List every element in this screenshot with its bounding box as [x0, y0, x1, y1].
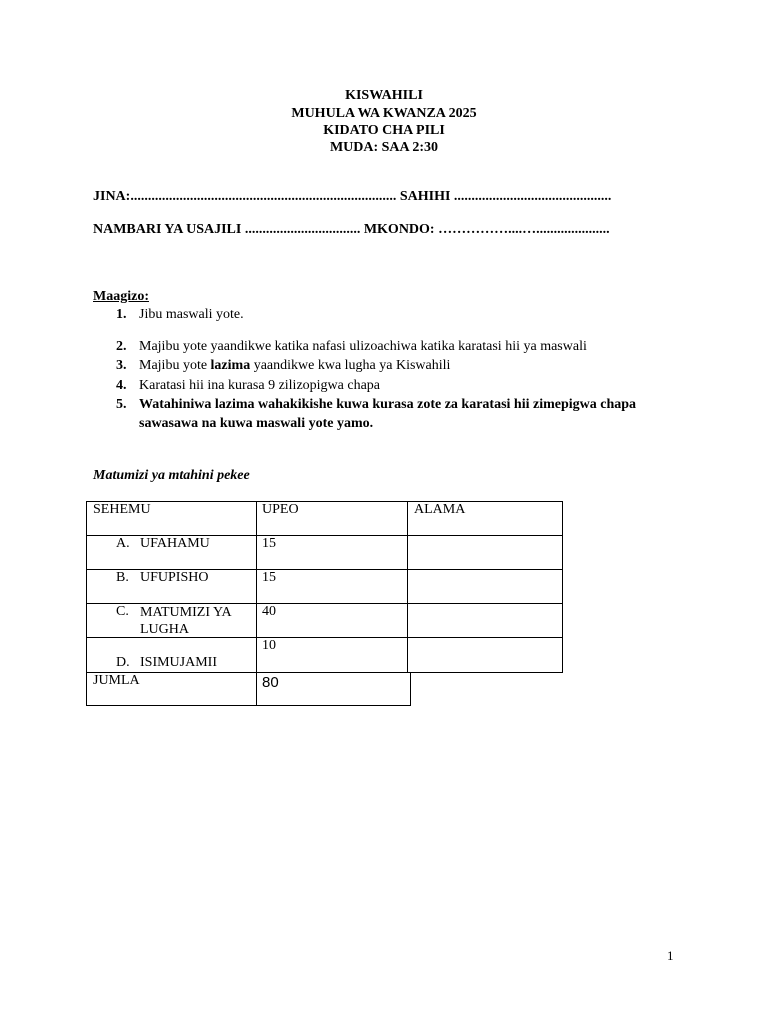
- row-max: 15: [262, 570, 276, 585]
- form-title: KIDATO CHA PILI: [323, 123, 445, 138]
- instruction-text-post: yaandikwe kwa lugha ya Kiswahili: [250, 358, 451, 373]
- row-section: UFUPISHO: [140, 570, 209, 585]
- table-header-cell: [256, 501, 408, 536]
- marks-cell: [407, 603, 563, 638]
- row-max: 10: [262, 638, 276, 653]
- instruction-text: Watahiniwa lazima wahakikishe kuwa kurasa zote za karatasi hii zimepigwa chapa sawasawa na kuwa maswali yote yamo.: [139, 397, 637, 431]
- max-cell: [256, 603, 408, 638]
- total-label: JUMLA: [93, 673, 140, 688]
- instruction-text: [139, 356, 659, 375]
- instruction-number: 2.: [116, 339, 127, 354]
- instruction-text: Majibu yote yaandikwe katika nafasi ulizoachiwa katika karatasi hii ya maswali: [139, 339, 587, 354]
- header-marks: ALAMA: [414, 502, 466, 517]
- instruction-number: 3.: [116, 358, 127, 373]
- row-letter: A.: [116, 536, 130, 551]
- row-letter: B.: [116, 570, 129, 585]
- table-caption: Matumizi ya mtahini pekee: [93, 468, 250, 483]
- row-section: UFAHAMU: [140, 536, 210, 551]
- row-section: MATUMIZI YA LUGHA: [140, 605, 231, 637]
- total-label-cell: [86, 672, 257, 706]
- table-row: [86, 569, 257, 604]
- instruction-number: 4.: [116, 378, 127, 393]
- max-cell: [256, 637, 408, 673]
- header-max: UPEO: [262, 502, 299, 517]
- marks-cell: [407, 535, 563, 570]
- header-section: SEHEMU: [93, 502, 151, 517]
- registration-stream-line: NAMBARI YA USAJILI ................................. MKONDO: ……………....….....................: [93, 222, 610, 237]
- table-header-cell: [86, 501, 257, 536]
- subject-title: KISWAHILI: [345, 88, 423, 103]
- page-number: 1: [667, 948, 674, 963]
- total-value-cell: [256, 672, 411, 706]
- term-title: MUHULA WA KWANZA 2025: [291, 106, 477, 121]
- row-section: ISIMUJAMII: [140, 655, 217, 670]
- row-max: 40: [262, 604, 276, 619]
- table-header-cell: [407, 501, 563, 536]
- name-signature-line: JINA:............................................................................ SAHIHI .............................................: [93, 189, 612, 204]
- table-row: [86, 637, 257, 673]
- total-value: 80: [262, 674, 279, 691]
- instruction-number: 1.: [116, 307, 127, 322]
- table-row: [86, 535, 257, 570]
- row-letter: C.: [116, 604, 129, 619]
- max-cell: [256, 569, 408, 604]
- instruction-number: 5.: [116, 397, 127, 412]
- max-cell: [256, 535, 408, 570]
- table-row: [86, 603, 257, 638]
- instruction-text: Jibu maswali yote.: [139, 307, 244, 322]
- instruction-text-emphasis: lazima: [210, 358, 251, 373]
- row-max: 15: [262, 536, 276, 551]
- marks-cell: [407, 569, 563, 604]
- row-letter: D.: [116, 655, 130, 670]
- instruction-text-pre: Majibu yote: [139, 358, 211, 373]
- instructions-title: Maagizo:: [93, 289, 149, 304]
- duration-title: MUDA: SAA 2:30: [329, 140, 439, 155]
- instruction-text: Karatasi hii ina kurasa 9 zilizopigwa chapa: [139, 378, 381, 393]
- marks-cell: [407, 637, 563, 673]
